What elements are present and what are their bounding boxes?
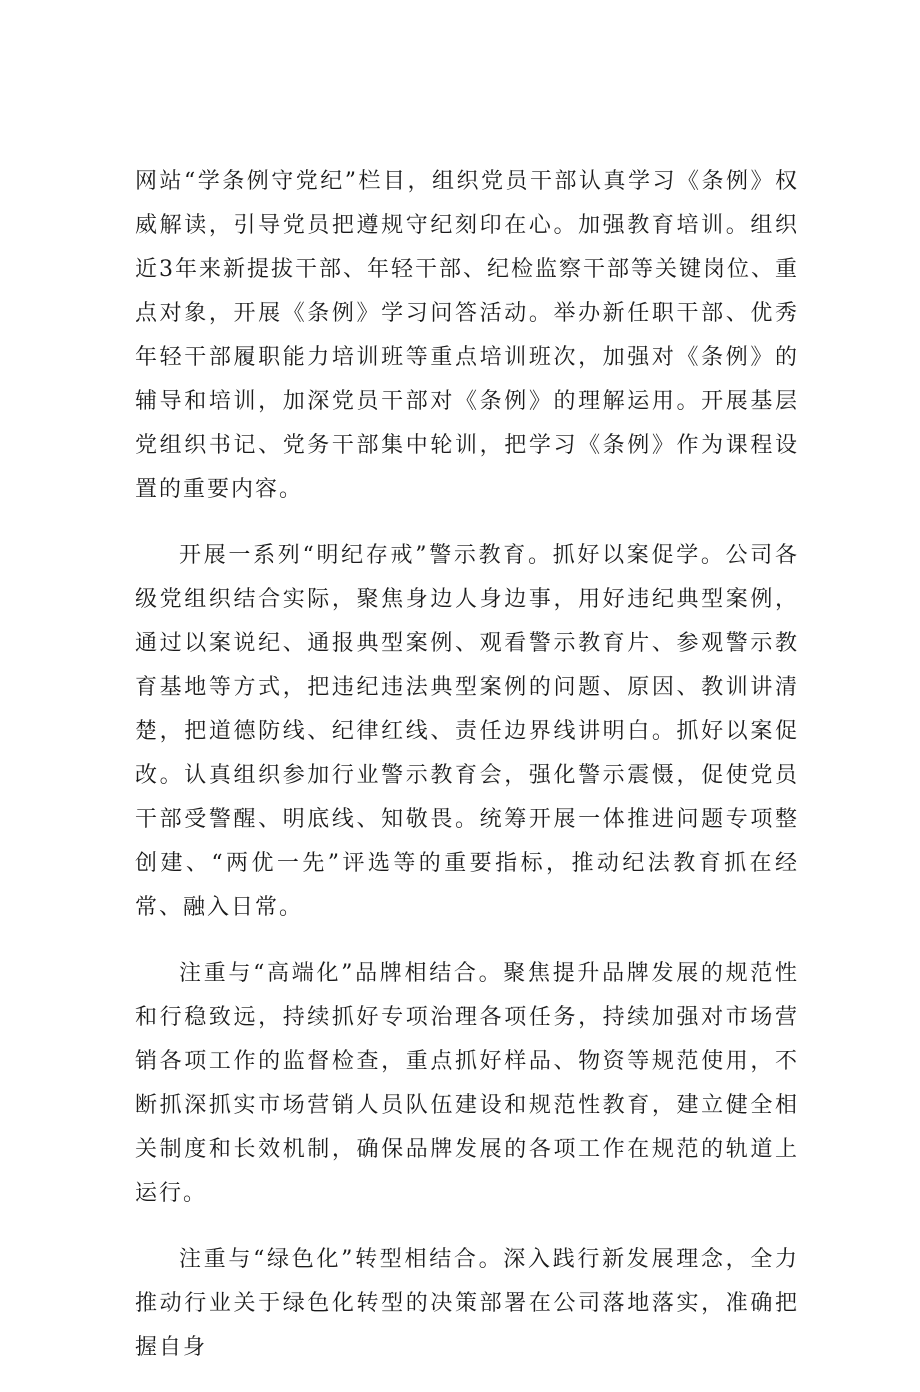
paragraph-green-transformation: 注重与“绿色化”转型相结合。深入践行新发展理念，全力推动行业关于绿色化转型的决策部署在公司落地落实，准确把握自身 bbox=[135, 1247, 799, 1360]
paragraph-high-end-brand: 注重与“高端化”品牌相结合。聚焦提升品牌发展的规范性和行稳致远，持续抓好专项治理各项任务，持续加强对市场营销各项工作的监督检查，重点抓好样品、物资等规范使用，不断抓深抓实市场营销人员队伍建设和规范性教育，建立健全相关制度和长效机制，确保品牌发展的各项工作在规范的轨道上运行。 bbox=[135, 961, 799, 1206]
document-body bbox=[135, 160, 799, 1392]
paragraph-warning-education: 开展一系列“明纪存戒”警示教育。抓好以案促学。公司各级党组织结合实际，聚焦身边人身边事，用好违纪典型案例，通过以案说纪、通报典型案例、观看警示教育片、参观警示教育基地等方式，把违纪违法典型案例的问题、原因、教训讲清楚，把道德防线、纪律红线、责任边界线讲明白。抓好以案促改。认真组织参加行业警示教育会，强化警示震慑，促使党员干部受警醒、明底线、知敬畏。统筹开展一体推进问题专项整创建、“两优一先”评选等的重要指标，推动纪法教育抓在经常、融入日常。 bbox=[135, 543, 799, 920]
paragraph-continuation: 网站“学条例守党纪”栏目，组织党员干部认真学习《条例》权威解读，引导党员把遵规守纪刻印在心。加强教育培训。组织近3年来新提拔干部、年轻干部、纪检监察干部等关键岗位、重点对象，开展《条例》学习问答活动。举办新任职干部、优秀年轻干部履职能力培训班等重点培训班次，加强对《条例》的辅导和培训，加深党员干部对《条例》的理解运用。开展基层党组织书记、党务干部集中轮训，把学习《条例》作为课程设置的重要内容。 bbox=[135, 169, 799, 502]
